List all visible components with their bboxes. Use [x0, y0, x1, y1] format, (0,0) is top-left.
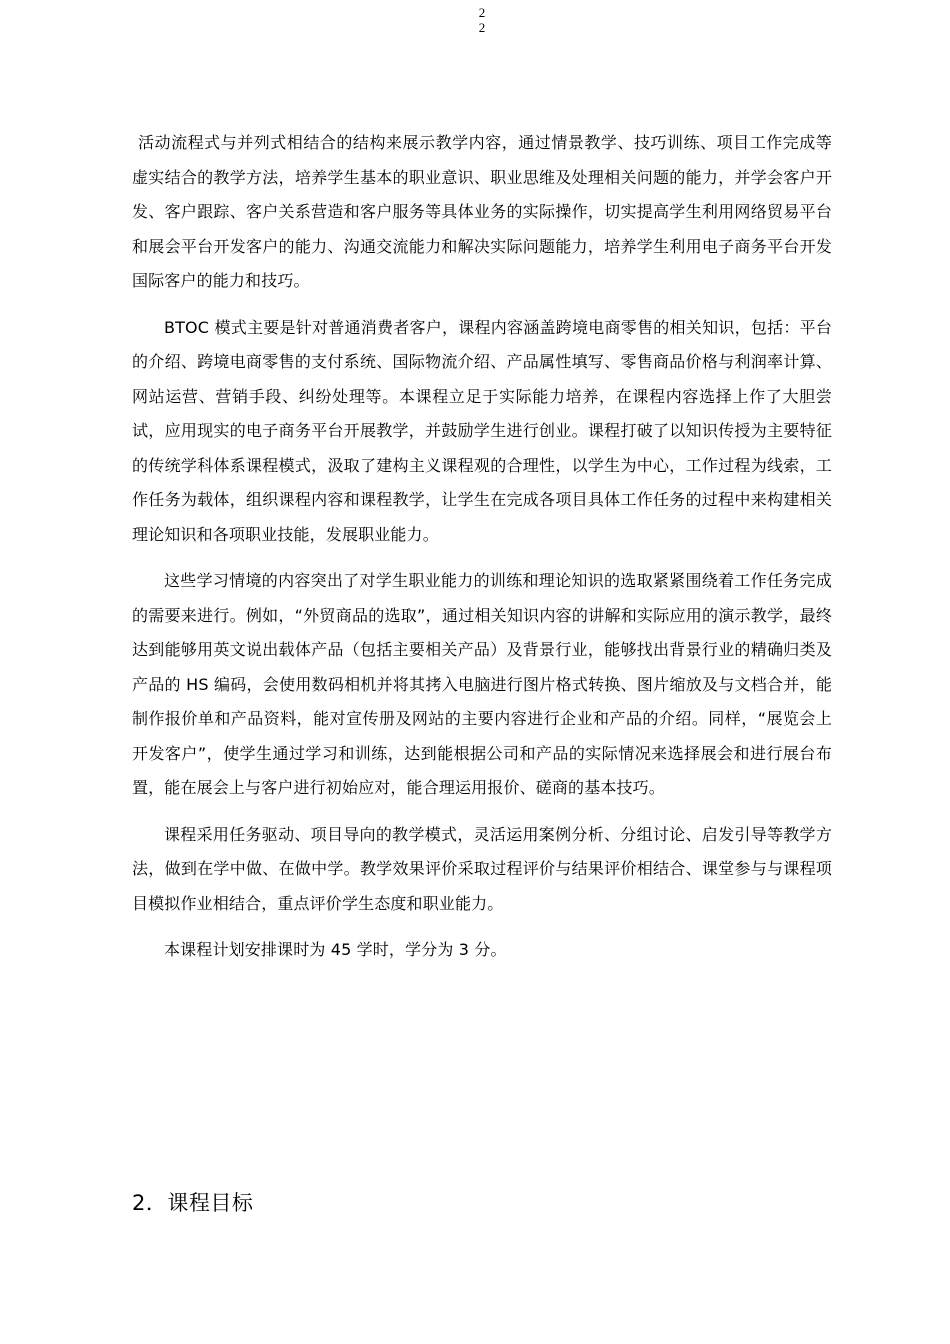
page-number-duplicate: 2 — [478, 20, 486, 35]
paragraph-btoc-mode: BTOC 模式主要是针对普通消费者客户，课程内容涵盖跨境电商零售的相关知识，包括：平台的介绍、跨境电商零售的支付系统、国际物流介绍、产品属性填写、零售商品价格与利润率计算、网站运营、营销手段、纠纷处理等。本课程立足于实际能力培养，在课程内容选择上作了大胆尝试，应用现实的电子商务平台开展教学，并鼓励学生进行创业。课程打破了以知识传授为主要特征的传统学科体系课程模式，汲取了建构主义课程观的合理性，以学生为中心，工作过程为线索，工作任务为载体，组织课程内容和课程教学，让学生在完成各项目具体工作任务的过程中来构建相关理论知识和各项职业技能，发展职业能力。 — [132, 317, 832, 544]
page-number: 2 — [478, 5, 486, 20]
paragraph-learning-situations: 这些学习情境的内容突出了对学生职业能力的训练和理论知识的选取紧紧围绕着工作任务完成的需要来进行。例如，“外贸商品的选取”，通过相关知识内容的讲解和实际应用的演示教学，最终达到能够用英文说出载体产品（包括主要相关产品）及背景行业，能够找出背景行业的精确归类及产品的 HS 编码，会使用数码相机并将其拷入电脑进行图片格式转换、图片缩放及与文档合并，能制作报价单和产品资料，能对宣传册及网站的主要内容进行企业和产品的介绍。同样，“展览会上开发客户”，使学生通过学习和训练，达到能根据公司和产品的实际情况来选择展会和进行展台布置，能在展会上与客户进行初始应对，能合理运用报价、磋商的基本技巧。 — [132, 571, 832, 797]
paragraph-course-hours: 本课程计划安排课时为 45 学时，学分为 3 分。 — [164, 940, 507, 959]
paragraph-teaching-mode: 课程采用任务驱动、项目导向的教学模式，灵活运用案例分析、分组讨论、启发引导等教学方法，做到在学中做、在做中学。教学效果评价采取过程评价与结果评价相结合、课堂参与与课程项目模拟作业相结合，重点评价学生态度和职业能力。 — [132, 824, 832, 913]
document-body — [132, 126, 832, 968]
section-heading-course-objectives: 2．课程目标 — [132, 1191, 254, 1215]
paragraph-structure: 活动流程式与并列式相结合的结构来展示教学内容，通过情景教学、技巧训练、项目工作完成等虚实结合的教学方法，培养学生基本的职业意识、职业思维及处理相关问题的能力，并学会客户开发、客户跟踪、客户关系营造和客户服务等具体业务的实际操作，切实提高学生利用网络贸易平台和展会平台开发客户的能力、沟通交流能力和解决实际问题能力，培养学生利用电子商务平台开发国际客户的能力和技巧。 — [132, 133, 832, 290]
